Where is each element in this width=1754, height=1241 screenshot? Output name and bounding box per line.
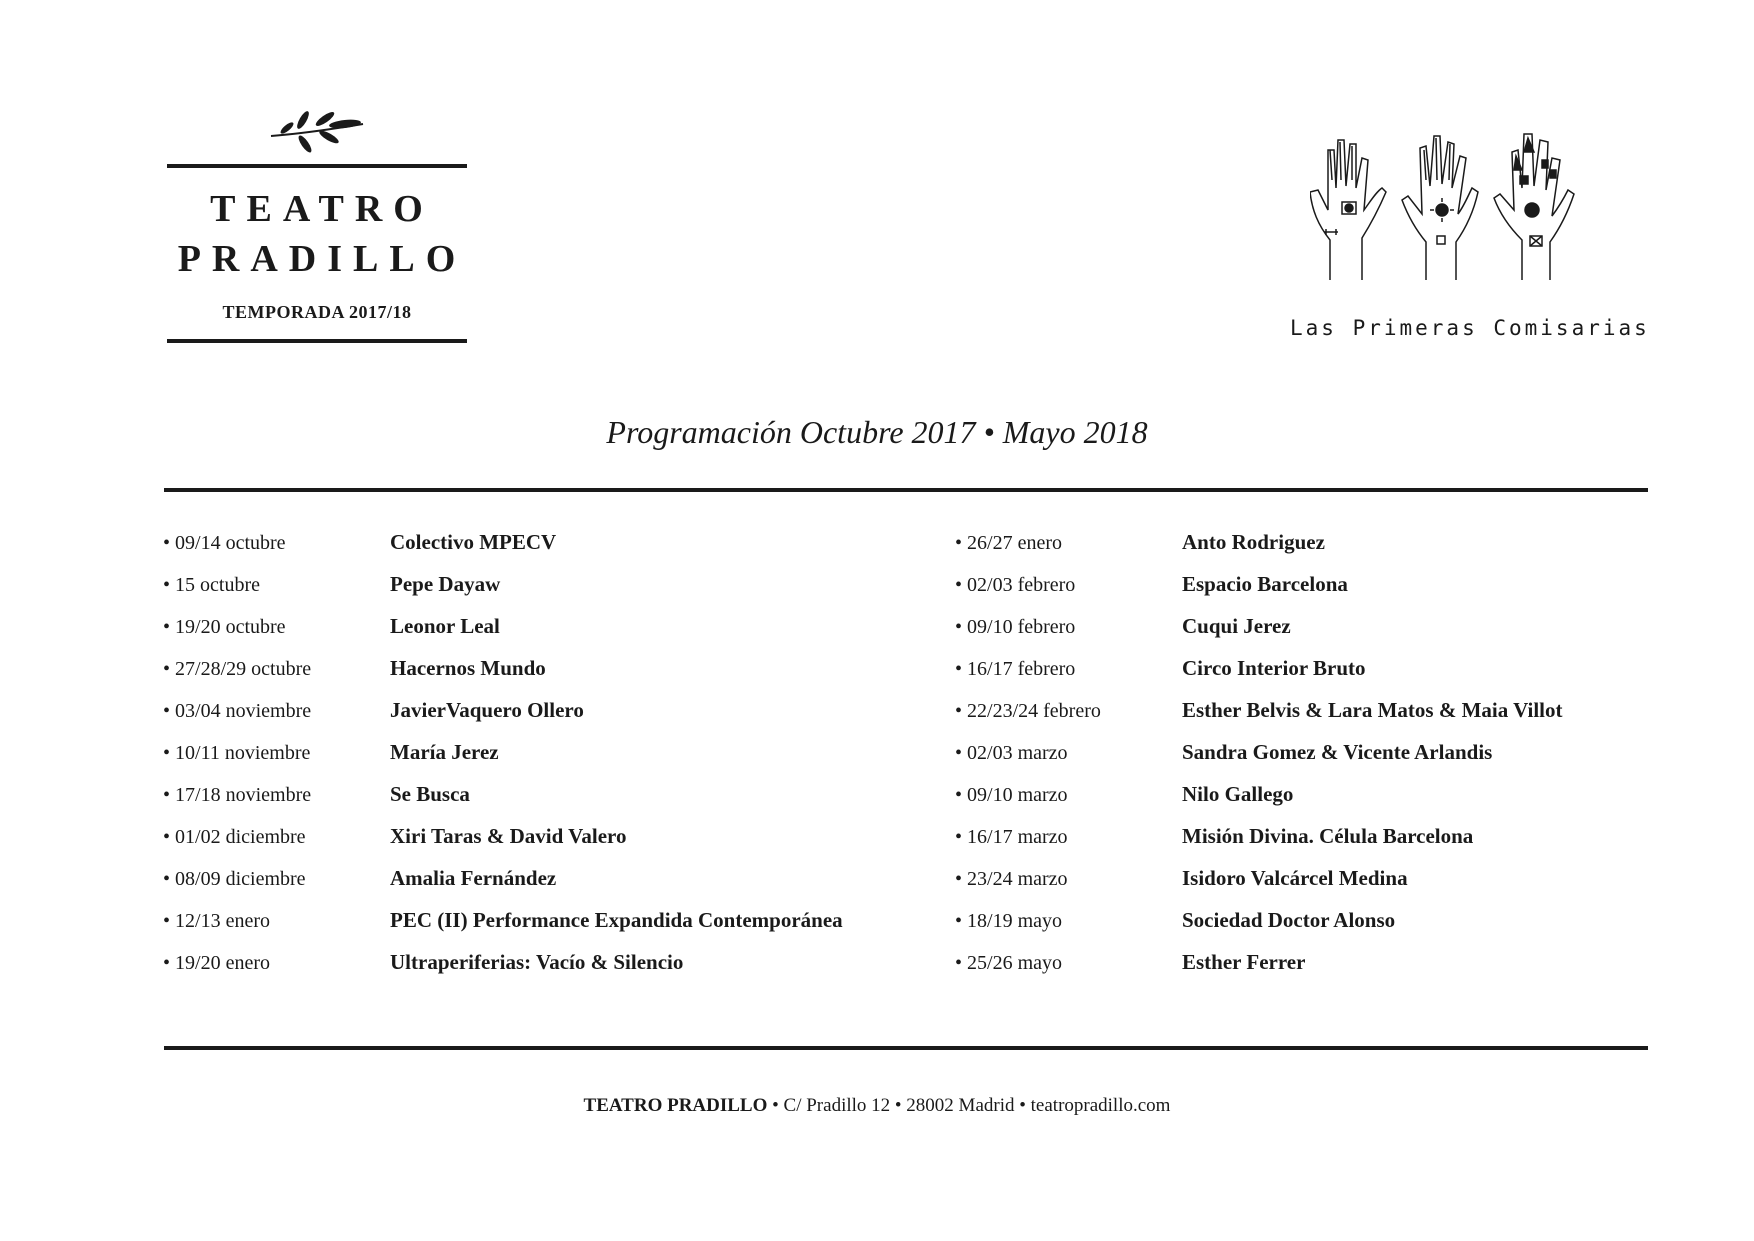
logo-top-rule [167, 164, 467, 168]
schedule-date [955, 742, 1182, 765]
schedule-artist: Amalia Fernández [390, 866, 557, 890]
schedule-date-text: 12/13 enero [175, 910, 270, 932]
schedule-date [955, 952, 1182, 975]
schedule-artist: Ultraperiferias: Vacío & Silencio [390, 950, 684, 974]
schedule-date-text: 23/24 marzo [967, 868, 1068, 890]
schedule-date [163, 952, 390, 975]
schedule-artist: Misión Divina. Célula Barcelona [1182, 824, 1474, 848]
bullet-icon: • [163, 784, 171, 806]
schedule-date-text: 09/10 febrero [967, 616, 1076, 638]
logo-bottom-rule [167, 339, 467, 343]
bullet-icon: • [163, 658, 171, 680]
schedule-row [955, 908, 1563, 950]
schedule-row [163, 782, 843, 824]
schedule-row [163, 824, 843, 866]
bullet-icon: • [955, 910, 963, 932]
schedule-artist: Pepe Dayaw [390, 572, 501, 596]
schedule-date-text: 09/10 marzo [967, 784, 1068, 806]
schedule-row [955, 740, 1563, 782]
schedule-row [163, 950, 843, 992]
schedule-date-text: 15 octubre [175, 574, 260, 596]
schedule-row [163, 908, 843, 950]
bullet-icon: • [163, 868, 171, 890]
schedule-date [955, 532, 1182, 555]
schedule-row [163, 656, 843, 698]
schedule-artist: Esther Belvis & Lara Matos & Maia Villot [1182, 698, 1563, 722]
schedule-date-text: 02/03 febrero [967, 574, 1076, 596]
schedule-artist: PEC (II) Performance Expandida Contemporánea [390, 908, 843, 932]
bullet-icon: • [955, 742, 963, 764]
footer-address: • C/ Pradillo 12 • 28002 Madrid • teatropradillo.com [767, 1095, 1171, 1116]
schedule-row [163, 866, 843, 908]
schedule-row [955, 824, 1563, 866]
schedule-date-text: 18/19 mayo [967, 910, 1063, 932]
company-name: Las Primeras Comisarias [1290, 316, 1650, 340]
schedule-row [163, 530, 843, 572]
schedule-artist: Espacio Barcelona [1182, 572, 1348, 596]
bullet-icon: • [955, 784, 963, 806]
bullet-icon: • [955, 868, 963, 890]
program-title: Programación Octubre 2017 • Mayo 2018 [606, 414, 1148, 450]
schedule-date-text: 16/17 marzo [967, 826, 1068, 848]
schedule-row [955, 656, 1563, 698]
schedule-date-text: 10/11 noviembre [175, 742, 311, 764]
schedule-date-text: 19/20 octubre [175, 616, 286, 638]
schedule-date-text: 16/17 febrero [967, 658, 1076, 680]
schedule-date-text: 26/27 enero [967, 532, 1062, 554]
schedule-date [163, 868, 390, 891]
schedule-date [163, 700, 390, 723]
schedule-artist: JavierVaquero Ollero [390, 698, 584, 722]
schedule-artist: Colectivo MPECV [390, 530, 557, 554]
bullet-icon: • [163, 826, 171, 848]
schedule-date-text: 27/28/29 octubre [175, 658, 312, 680]
schedule-date-text: 17/18 noviembre [175, 784, 312, 806]
schedule-date [163, 826, 390, 849]
schedule-row [955, 782, 1563, 824]
schedule-date [955, 700, 1182, 723]
schedule-row [163, 698, 843, 740]
schedule-row [955, 866, 1563, 908]
schedule-artist: Se Busca [390, 782, 470, 806]
bullet-icon: • [163, 700, 171, 722]
bullet-icon: • [163, 616, 171, 638]
theatre-logo [167, 110, 467, 343]
schedule-row [955, 572, 1563, 614]
bullet-icon: • [955, 532, 963, 554]
schedule-date-text: 09/14 octubre [175, 532, 286, 554]
schedule-artist: Cuqui Jerez [1182, 614, 1291, 638]
bullet-icon: • [955, 952, 963, 974]
schedule-date [163, 532, 390, 555]
schedule-row [163, 572, 843, 614]
schedule-date-text: 02/03 marzo [967, 742, 1068, 764]
schedule-date-text: 25/26 mayo [967, 952, 1063, 974]
schedule-date [955, 826, 1182, 849]
bullet-icon: • [955, 574, 963, 596]
company-logo [1290, 130, 1670, 340]
footer [0, 1095, 1754, 1117]
schedule-date [163, 784, 390, 807]
schedule-date [163, 742, 390, 765]
schedule-date-text: 01/02 diciembre [175, 826, 306, 848]
season-label: TEMPORADA 2017/18 [222, 302, 412, 322]
schedule-top-rule [164, 488, 1648, 492]
schedule-artist: Esther Ferrer [1182, 950, 1306, 974]
schedule-artist: María Jerez [390, 740, 499, 764]
footer-venue: TEATRO PRADILLO [583, 1095, 768, 1116]
schedule-row [163, 740, 843, 782]
schedule-artist: Leonor Leal [390, 614, 500, 638]
schedule-bottom-rule [164, 1046, 1648, 1050]
schedule-date [955, 868, 1182, 891]
schedule-date [163, 574, 390, 597]
schedule-date [955, 658, 1182, 681]
schedule-artist: Anto Rodriguez [1182, 530, 1325, 554]
theatre-name-line1: TEATRO [210, 188, 434, 230]
bullet-icon: • [955, 616, 963, 638]
schedule-date-text: 22/23/24 febrero [967, 700, 1101, 722]
schedule-artist: Circo Interior Bruto [1182, 656, 1366, 680]
schedule-row [163, 614, 843, 656]
schedule-date [955, 784, 1182, 807]
schedule-date-text: 08/09 diciembre [175, 868, 306, 890]
bullet-icon: • [955, 826, 963, 848]
schedule-left-column [163, 530, 843, 992]
schedule-date-text: 19/20 enero [175, 952, 270, 974]
schedule-right-column [955, 530, 1563, 992]
bullet-icon: • [163, 952, 171, 974]
schedule-row [955, 950, 1563, 992]
bullet-icon: • [955, 658, 963, 680]
olive-branch-icon [267, 110, 367, 154]
schedule-artist: Isidoro Valcárcel Medina [1182, 866, 1408, 890]
theatre-name-line2: PRADILLO [177, 238, 467, 280]
theatre-name [167, 184, 467, 284]
schedule-row [955, 614, 1563, 656]
schedule-date [163, 658, 390, 681]
schedule-date [955, 574, 1182, 597]
schedule-artist: Xiri Taras & David Valero [390, 824, 627, 848]
schedule-row [955, 530, 1563, 572]
bullet-icon: • [955, 700, 963, 722]
schedule-date-text: 03/04 noviembre [175, 700, 312, 722]
hands-icon [1310, 130, 1580, 290]
schedule-row [955, 698, 1563, 740]
schedule-date [955, 616, 1182, 639]
schedule-date [163, 910, 390, 933]
schedule-artist: Nilo Gallego [1182, 782, 1294, 806]
schedule-date [955, 910, 1182, 933]
bullet-icon: • [163, 742, 171, 764]
schedule-artist: Hacernos Mundo [390, 656, 546, 680]
schedule-artist: Sociedad Doctor Alonso [1182, 908, 1396, 932]
bullet-icon: • [163, 532, 171, 554]
bullet-icon: • [163, 574, 171, 596]
schedule-date [163, 616, 390, 639]
bullet-icon: • [163, 910, 171, 932]
schedule-artist: Sandra Gomez & Vicente Arlandis [1182, 740, 1493, 764]
